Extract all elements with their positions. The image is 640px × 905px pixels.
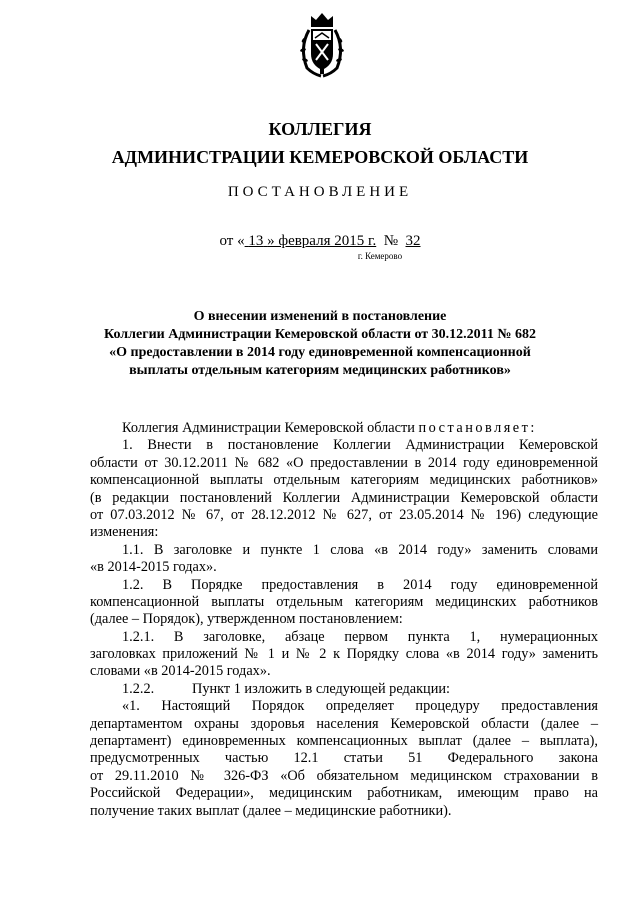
body-line: 1.2.1. В заголовке, абзаце первом пункта 1, нумерационных (122, 628, 598, 645)
body-line: компенсационной выплаты отдельным категориям медицинских работников (90, 593, 598, 610)
date-prefix: от « (219, 233, 245, 249)
body-line: (в редакции постановлений Коллегии Администрации Кемеровской области (90, 489, 598, 506)
city-label: г. Кемерово (357, 251, 403, 261)
body-line: Российской Федерации», медицинским работникам, имеющим право на (90, 785, 598, 802)
body-line: департаментом охраны здоровья населения Кемеровской области (далее – (90, 715, 598, 732)
body-line: заголовках приложений № 1 и № 2 к Порядку слова «в 2014 году» заменить (90, 646, 598, 663)
document-number: 32 (405, 233, 421, 249)
body-line: получение таких выплат (далее – медицинские работники). (90, 802, 452, 819)
subject-line2: Коллегии Администрации Кемеровской области от 30.12.2011 № 682 (104, 327, 536, 342)
subject-line4: выплаты отдельным категориям медицинских работников» (129, 363, 511, 378)
date-month-year: » февраля 2015 г. (267, 233, 377, 249)
body-line-item-122: 1.2.2. Пункт 1 изложить в следующей редакции: (122, 680, 450, 697)
body-line: предусмотренных частью 12.1 статьи 51 Федерального закона (90, 750, 598, 767)
body-line: 1.2. В Порядке предоставления в 2014 году единовременной (122, 576, 598, 593)
body-line: 1.1. В заголовке и пункте 1 слова «в 2014 году» заменить словами (122, 541, 598, 558)
coat-of-arms-emblem (297, 10, 347, 80)
body-line: от 07.03.2012 № 67, от 28.12.2012 № 627, от 23.05.2014 № 196) следующие (90, 506, 598, 523)
subject-line1: О внесении изменений в постановление (193, 309, 447, 324)
body-line: 1. Внести в постановление Коллегии Администрации Кемеровской (122, 437, 598, 454)
subject-line3: «О предоставлении в 2014 году единовременной компенсационной (109, 345, 531, 360)
date-line (0, 233, 640, 250)
document-body (90, 420, 598, 820)
body-line: «в 2014-2015 годах». (90, 559, 217, 576)
body-line: (далее – Порядок), утвержденном постановлением: (90, 611, 403, 628)
number-prefix: № (383, 233, 399, 249)
body-intro: Коллегия Администрации Кемеровской области постановляет: (122, 420, 537, 436)
body-line: департамент) единовременных компенсационных выплат (далее – выплата), (90, 733, 598, 750)
body-line: от 29.11.2010 № 326-ФЗ «Об обязательном медицинском страховании в (90, 767, 598, 784)
body-line: «1. Настоящий Порядок определяет процедуру предоставления (122, 698, 598, 715)
body-line: области от 30.12.2011 № 682 «О предоставлении в 2014 году единовременной (90, 454, 598, 471)
body-line: компенсационной выплаты отдельным категориям медицинских работников» (90, 472, 598, 489)
body-line: словами «в 2014-2015 годах». (90, 663, 271, 680)
issuer-title-line2: АДМИНИСТРАЦИИ КЕМЕРОВСКОЙ ОБЛАСТИ (111, 147, 529, 167)
issuer-title-line1: КОЛЛЕГИЯ (268, 119, 372, 139)
body-line: изменения: (90, 524, 159, 541)
date-day: 13 (248, 233, 264, 249)
document-type: ПОСТАНОВЛЕНИЕ (227, 184, 413, 200)
